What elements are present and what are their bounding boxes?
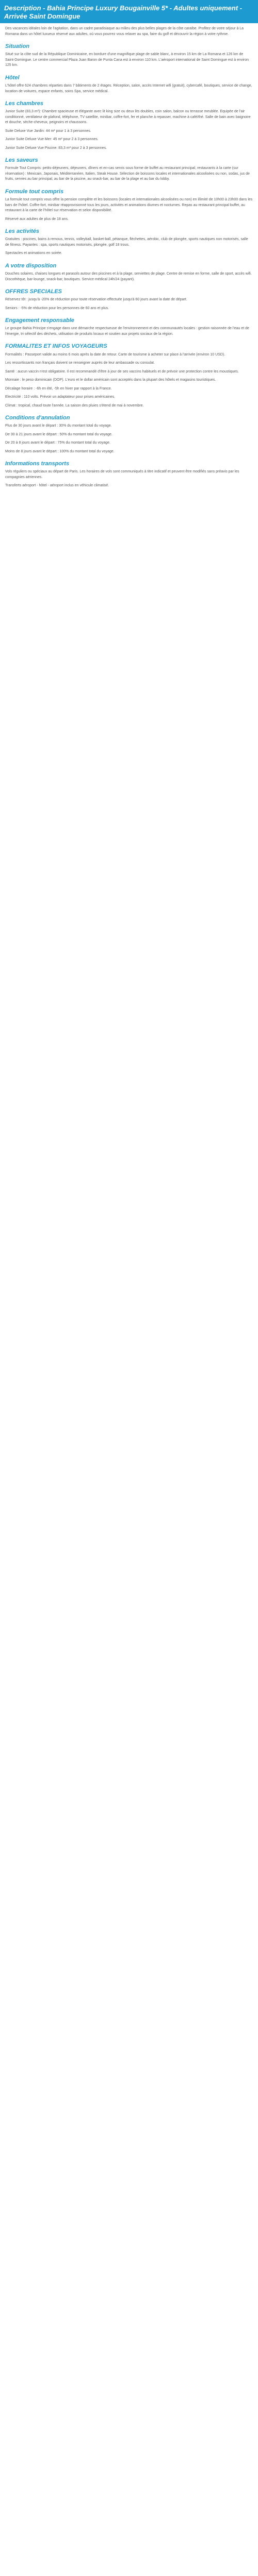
section-paragraph: Junior Suite (83,3 m²): Chambre spacieuse et élégante avec lit king size ou deux lits doubles, coin salon, balcon ou terrasse meublée. Equipée de l'air conditionné, ventilateur de plafond, téléphone, TV satellite, minibar, coffre-fort, fer et planche à repasser, machine à café/thé. Salle de bain avec baignoire et douche, sèche-cheveux, peignoirs et chaussons. (5, 110, 251, 125)
title-banner (0, 0, 258, 23)
section-paragraph: Electricité : 110 volts. Prévoir un adaptateur pour prises américaines. (5, 395, 116, 399)
section-paragraph: Santé : aucun vaccin n'est obligatoire. Il est recommandé d'être à jour de ses vaccins habituels et de prévoir une protection contre les moustiques. (5, 369, 239, 374)
section-title: Les chambres (5, 100, 43, 107)
section-paragraph: Climat : tropical, chaud toute l'année. La saison des pluies s'étend de mai à novembre. (5, 403, 144, 408)
section (5, 343, 253, 409)
section-title: FORMALITES ET INFOS VOYAGEURS (5, 343, 107, 350)
section (5, 289, 253, 311)
intro-text: Des vacances idéales loin de l'agitation, dans un cadre paradisiaque au milieu des plus belles plages de la côte caraïbe. Profitez de votre séjour à La Romana dans un hôtel luxueux réservé aux adultes, où vous pourrez vous relaxer au spa, faire du golf et découvrir la région à votre rythme. (5, 27, 244, 36)
section-paragraph: Formalités : Passeport valide au moins 6 mois après la date de retour. Carte de tourisme à acheter sur place à l'arrivée (environ 10 USD). (5, 352, 225, 357)
section-paragraph: Vols réguliers ou spéciaux au départ de Paris. Les horaires de vols sont communiqués à titre indicatif et peuvent être modifiés sans préavis par les compagnies aériennes. (5, 470, 239, 479)
section-title: Hôtel (5, 74, 20, 81)
section-paragraph: L'hôtel offre 624 chambres réparties dans 7 bâtiments de 2 étages. Réception, salon, accès Internet wifi (gratuit), cybercafé, boutiques, service de change, location de voitures, espace enfants, soins Spa, service médical. (5, 84, 252, 93)
content (0, 26, 258, 489)
section-paragraph: Moins de 8 jours avant le départ : 100% du montant total du voyage. (5, 449, 115, 453)
section-paragraph: Junior Suite Deluxe Vue Mer: 45 m² pour 2 à 3 personnes. (5, 138, 99, 142)
section-title: OFFRES SPECIALES (5, 289, 62, 295)
section-title: Engagement responsable (5, 317, 74, 324)
section-paragraph: Transferts aéroport - hôtel - aéroport inclus en véhicule climatisé. (5, 484, 109, 488)
section (5, 228, 253, 257)
sections (5, 43, 253, 489)
section-paragraph: Spectacles et animations en soirée. (5, 251, 62, 256)
section-paragraph: Plus de 30 jours avant le départ : 30% du montant total du voyage. (5, 424, 112, 428)
section-paragraph: Réservez tôt : jusqu'à -20% de réduction pour toute réservation effectuée jusqu'à 60 jours avant la date de départ. (5, 298, 187, 302)
section-paragraph: Le groupe Bahia Principe s'engage dans une démarche respectueuse de l'environnement et des communautés locales : gestion raisonnée de l'eau et de l'énergie, tri sélectif des déchets, utilisation de produits locaux et soutien aux projets sociaux de la région. (5, 327, 249, 336)
section-paragraph: Gratuites : piscines, bains à remous, tennis, volleyball, basket-ball, pétanque, fléchettes, aérobic, club de plongée, sports nautiques non motorisés, salle de fitness. Payantes : spa, sports nautiques motorisés, plongée, golf 18 trous. (5, 238, 248, 247)
section-paragraph: Junior Suite Deluxe Vue Piscine: 83,3 m² pour 2 à 3 personnes. (5, 146, 107, 150)
section-title: Les saveurs (5, 157, 38, 164)
section-paragraph: De 30 à 21 jours avant le départ : 50% du montant total du voyage. (5, 432, 112, 436)
section (5, 461, 253, 489)
section (5, 157, 253, 182)
section-paragraph: Décalage horaire : -6h en été, -5h en hiver par rapport à la France. (5, 386, 112, 391)
section-title: Formule tout compris (5, 188, 64, 195)
section-title: Les activités (5, 228, 40, 235)
section (5, 263, 253, 282)
section-title: Informations transports (5, 461, 70, 467)
section-paragraph: De 20 à 8 jours avant le départ : 75% du montant total du voyage. (5, 441, 110, 445)
section (5, 43, 253, 69)
section-title: A votre disposition (5, 262, 57, 269)
section-paragraph: Situé sur la côte sud de la République Dominicaine, en bordure d'une magnifique plage de sable blanc, à environ 15 km de La Romana et 126 km de Saint-Domingue. Le centre commercial Plaza Juan Baron de Punta Cana est à environ 110 km. L'aéroport international de Saint Domingue est à environ 125 km. (5, 53, 249, 67)
section-paragraph: Seniors : -5% de réduction pour les personnes de 60 ans et plus. (5, 306, 109, 310)
section (5, 75, 253, 94)
page-title: Description - Bahia Principe Luxury Bougainville 5* - Adultes uniquement - Arrivée Saint Domingue (4, 4, 243, 20)
section (5, 317, 253, 337)
page (0, 0, 258, 489)
section (5, 415, 253, 454)
section-paragraph: Les ressortissants non français doivent se renseigner auprès de leur ambassade ou consulat. (5, 361, 155, 365)
section-paragraph: Réservé aux adultes de plus de 18 ans. (5, 217, 69, 221)
section-paragraph: Douches solaires, chaises longues et parasols autour des piscines et à la plage, serviettes de plage. Centre de remise en forme, salle de sport, accès wifi. Discothèque, bar-lounge, snack-bar, boutiques. Service médical 24h/24 (payant). (5, 272, 252, 281)
section (5, 189, 253, 222)
section-title: Situation (5, 43, 30, 50)
section-paragraph: Formule Tout Compris: petits-déjeuners, déjeuners, dîners et en-cas servis sous forme de buffet au restaurant principal, restaurants à la carte (sur réservation) : Mexicain, Japonais, Méditerranéen, Italien, Steak House. Sélection de boissons locales et internationales alcoolisées ou non, sodas, jus de fruits, servies au bar principal, au bar de la piscine, au snack-bar, au bar de la plage et au bar du lobby. (5, 166, 250, 181)
section-paragraph: Monnaie : le peso dominicain (DOP). L'euro et le dollar américain sont acceptés dans la plupart des hôtels et magasins touristiques. (5, 378, 216, 382)
section-paragraph: La formule tout compris vous offre la pension complète et les boissons (locales et internationales alcoolisées ou non) en illimité de 10h00 à 23h00 dans les bars de l'hôtel. Coffre-fort, minibar réapprovisionné tous les jours, activités et animations diurnes et nocturnes. Repas au restaurant principal buffet, au restaurant à la carte de l'hôtel sur réservation et selon disponibilité. (5, 198, 253, 213)
section (5, 100, 253, 151)
section-paragraph: Suite Deluxe Vue Jardin: 44 m² pour 1 à 3 personnes. (5, 129, 91, 133)
section-title: Conditions d'annulation (5, 415, 70, 421)
